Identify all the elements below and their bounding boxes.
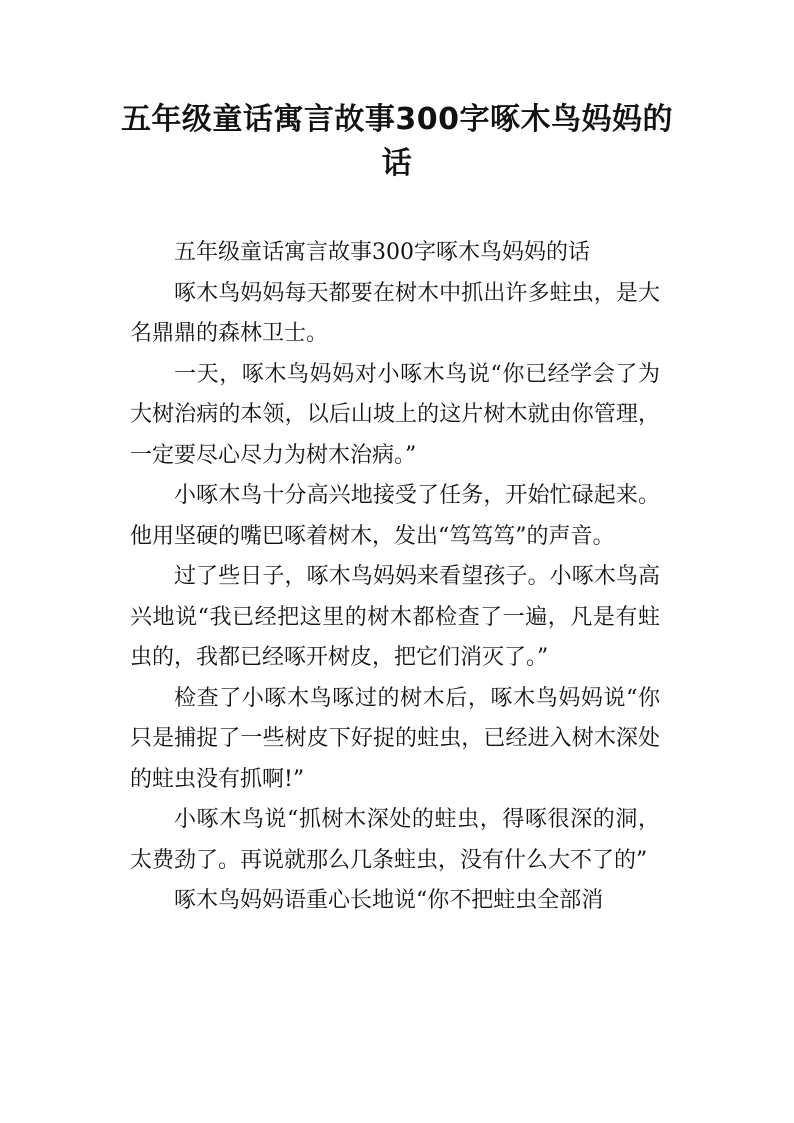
document-title: 五年级童话寓言故事300字啄木鸟妈妈的话 bbox=[120, 102, 674, 181]
paragraph: 检查了小啄木鸟啄过的树木后，啄木鸟妈妈说“你只是捕捉了一些树皮下好捉的蛀虫，已经进入树木深处的蛀虫没有抓啊!” bbox=[130, 685, 660, 792]
paragraph: 五年级童话寓言故事300字啄木鸟妈妈的话 bbox=[174, 240, 590, 265]
paragraph: 啄木鸟妈妈每天都要在树木中抓出许多蛀虫，是大名鼎鼎的森林卫士。 bbox=[130, 280, 660, 346]
paragraph: 一天，啄木鸟妈妈对小啄木鸟说“你已经学会了为大树治病的本领，以后山坡上的这片树木就由你管理，一定要尽心尽力为树木治病。” bbox=[130, 361, 660, 468]
document-body bbox=[130, 233, 660, 922]
paragraph: 过了些日子，啄木鸟妈妈来看望孩子。小啄木鸟高兴地说“我已经把这里的树木都检查了一遍，凡是有蛀虫的，我都已经啄开树皮，把它们消灭了。” bbox=[130, 564, 660, 670]
paragraph: 小啄木鸟说“抓树木深处的蛀虫，得啄很深的洞，太费劲了。再说就那么几条蛀虫，没有什么大不了的” bbox=[130, 807, 660, 873]
paragraph: 啄木鸟妈妈语重心长地说“你不把蛀虫全部消 bbox=[174, 888, 604, 913]
paragraph: 小啄木鸟十分高兴地接受了任务，开始忙碌起来。他用坚硬的嘴巴啄着树木，发出“笃笃笃”的声音。 bbox=[130, 483, 660, 549]
